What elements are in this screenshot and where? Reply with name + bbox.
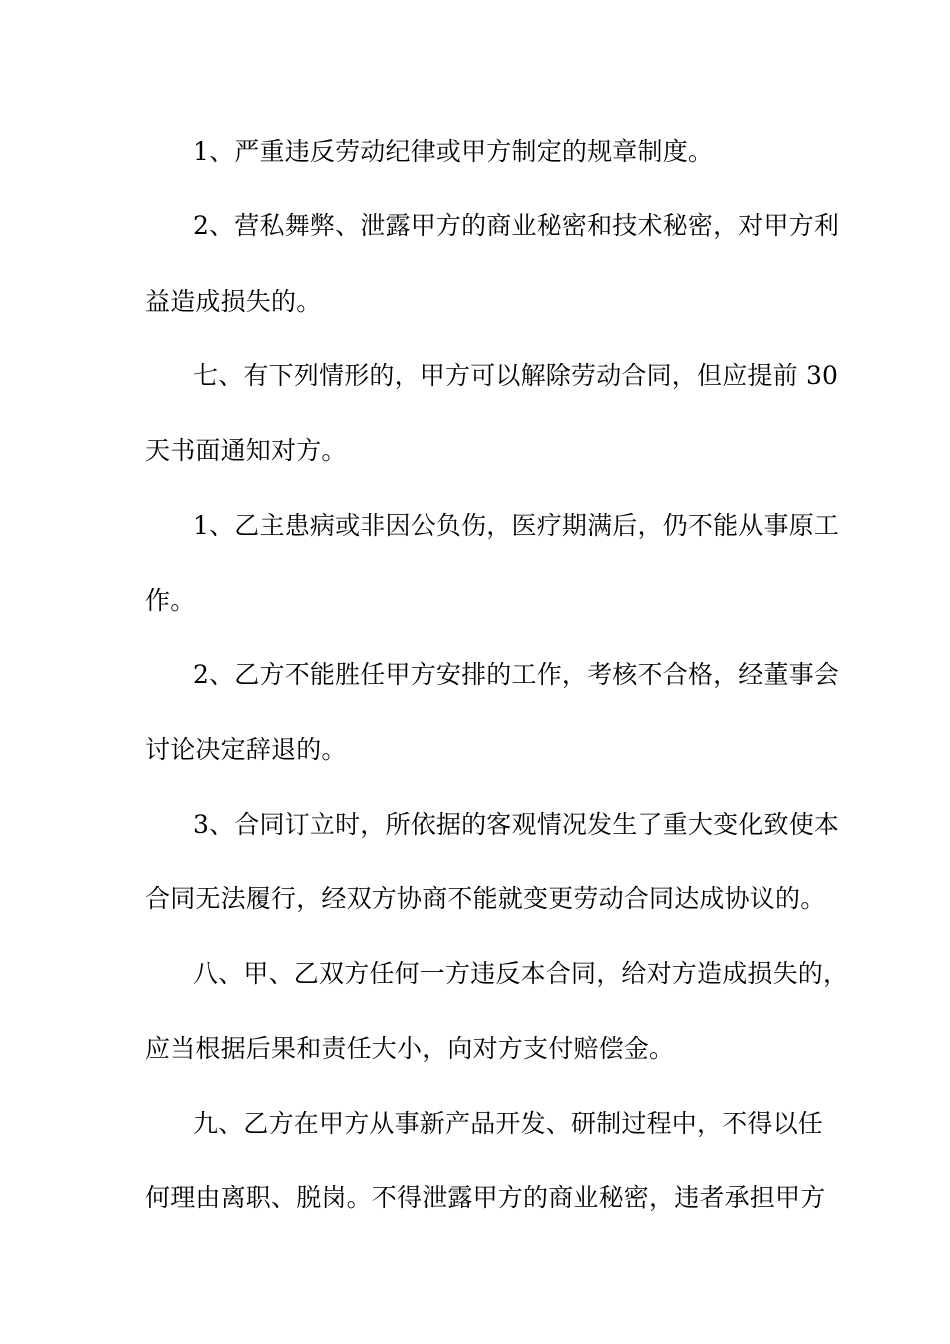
text-line: 2、乙方不能胜任甲方安排的工作，考核不合格，经董事会 [193,660,840,689]
text-line: 天书面通知对方。 [145,436,347,465]
text-line: 作。 [145,586,196,615]
text-line: 八、甲、乙双方任何一方违反本合同，给对方造成损失的， [193,959,849,988]
text-line: 应当根据后果和责任大小，向对方支付赔偿金。 [145,1034,675,1063]
text-line: 七、有下列情形的，甲方可以解除劳动合同，但应提前 30 [193,361,839,390]
text-line: 合同无法履行，经双方协商不能就变更劳动合同达成协议的。 [145,884,826,913]
text-line: 讨论决定辞退的。 [145,735,347,764]
text-line: 九、乙方在甲方从事新产品开发、研制过程中，不得以任 [193,1109,824,1138]
text-line: 1、乙主患病或非因公负伤，医疗期满后，仍不能从事原工 [193,511,840,540]
text-line: 益造成损失的。 [145,287,322,316]
text-line: 3、合同订立时，所依据的客观情况发生了重大变化致使本 [193,810,840,839]
text-line: 2、营私舞弊、泄露甲方的商业秘密和技术秘密，对甲方利 [193,211,840,240]
text-line: 1、严重违反劳动纪律或甲方制定的规章制度。 [193,137,714,166]
text-line: 何理由离职、脱岗。不得泄露甲方的商业秘密，违者承担甲方 [145,1183,826,1212]
